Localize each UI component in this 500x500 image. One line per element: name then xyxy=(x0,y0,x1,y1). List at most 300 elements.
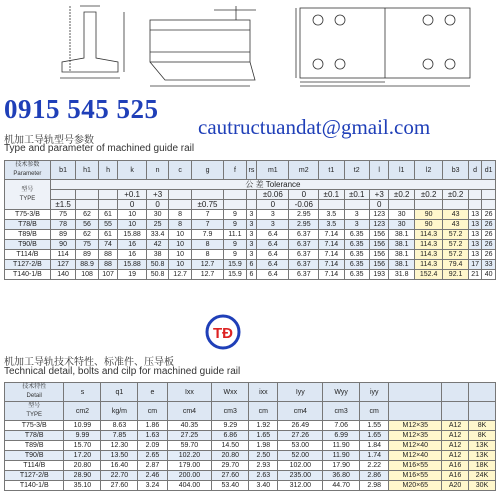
table-cell: 44.70 xyxy=(323,481,360,491)
tolerance-value: 0 xyxy=(146,200,169,210)
table-row xyxy=(5,451,496,461)
table-cell: M20×65 xyxy=(389,481,442,491)
column-header: t2 xyxy=(344,161,369,180)
tolerance-value xyxy=(98,190,118,200)
table-cell: 30K xyxy=(469,481,496,491)
table-row xyxy=(5,431,496,441)
tolerance-value xyxy=(98,200,118,210)
table-cell: 30 xyxy=(389,210,414,220)
detail-label-cn: 技术特性 xyxy=(22,384,47,390)
table-cell: 75 xyxy=(76,240,99,250)
table-cell: 3 xyxy=(246,230,257,240)
table-cell: 10 xyxy=(169,260,192,270)
table-cell: 21 xyxy=(468,270,482,280)
table-cell: 7.14 xyxy=(319,250,344,260)
tolerance-value xyxy=(389,200,414,210)
rail-type-cell: T75-3/B xyxy=(5,421,64,431)
table-cell: 1.65 xyxy=(249,431,278,441)
table-cell: 90 xyxy=(414,210,443,220)
table-cell: 14.50 xyxy=(212,441,249,451)
table-cell: 30 xyxy=(146,210,169,220)
table-cell: 17.90 xyxy=(323,461,360,471)
tolerance-value: 0 xyxy=(369,200,389,210)
column-header: b1 xyxy=(50,161,75,180)
table-cell: 123 xyxy=(369,210,389,220)
rail-type-cell: T75-3/B xyxy=(5,210,51,220)
table-cell: 12.30 xyxy=(101,441,138,451)
table-cell: 10 xyxy=(169,240,192,250)
table-cell: 6.37 xyxy=(289,240,319,250)
tolerance-value xyxy=(50,190,75,200)
table-cell: A16 xyxy=(442,461,469,471)
table-cell: 43 xyxy=(443,210,468,220)
table-cell: 3.40 xyxy=(249,481,278,491)
column-header: m2 xyxy=(289,161,319,180)
table-cell: 17.20 xyxy=(64,451,101,461)
tolerance-value xyxy=(414,200,443,210)
table-cell: 33.4 xyxy=(146,230,169,240)
unit-cell xyxy=(442,402,469,421)
table-cell: M12×35 xyxy=(389,431,442,441)
table-cell: 9 xyxy=(224,240,247,250)
column-header: ixx xyxy=(249,383,278,402)
table-cell: 79.4 xyxy=(443,260,468,270)
table-cell: 40.35 xyxy=(167,421,212,431)
tolerance-value xyxy=(482,190,496,200)
table-row xyxy=(5,421,496,431)
table-cell: 2.87 xyxy=(138,461,167,471)
table-cell: 16.40 xyxy=(101,461,138,471)
table-cell: 50.8 xyxy=(146,260,169,270)
param-label xyxy=(5,161,51,180)
table-cell: 10 xyxy=(118,220,147,230)
table-cell: 88.9 xyxy=(76,260,99,270)
table-cell: 2.09 xyxy=(138,441,167,451)
table-cell: 2.86 xyxy=(360,471,389,481)
tolerance-value xyxy=(482,200,496,210)
section1-title-cn: 机加工导轨型号参数 xyxy=(4,135,94,146)
tolerance-value xyxy=(319,200,344,210)
table-cell: 8K xyxy=(469,421,496,431)
column-header: Ixx xyxy=(167,383,212,402)
column-header: h1 xyxy=(76,161,99,180)
table-cell: 6 xyxy=(246,260,257,270)
column-header: n xyxy=(146,161,169,180)
tolerance-value xyxy=(224,200,247,210)
table-cell: 3 xyxy=(246,240,257,250)
column-header: h xyxy=(98,161,118,180)
table-cell: 114.3 xyxy=(414,230,443,240)
table-cell: 12.7 xyxy=(169,270,192,280)
type-label-cn: 型号 xyxy=(21,186,34,193)
logo-text: TĐ xyxy=(213,325,233,342)
table-cell: 156 xyxy=(369,250,389,260)
table-cell: 1.74 xyxy=(360,451,389,461)
table-cell: 27.26 xyxy=(278,431,323,441)
table-cell: 6.37 xyxy=(289,250,319,260)
section1-title-en: Type and parameter of machined guide rail xyxy=(4,143,195,154)
table-cell: 10 xyxy=(169,250,192,260)
table-cell: 31.8 xyxy=(389,270,414,280)
table-cell: 9.29 xyxy=(212,421,249,431)
table-cell: 38.1 xyxy=(389,260,414,270)
column-header: rs xyxy=(246,161,257,180)
unit-cell: cm xyxy=(360,402,389,421)
tolerance-label: 公 差 Tolerance xyxy=(50,180,495,190)
table-cell: 1.63 xyxy=(138,431,167,441)
table-cell: 6.4 xyxy=(257,230,289,240)
tolerance-value: ±0.2 xyxy=(414,190,443,200)
table-cell: 102.20 xyxy=(167,451,212,461)
type-label-en: TYPE xyxy=(19,195,36,202)
tolerance-value: +0.1 xyxy=(118,190,147,200)
unit-cell: cm4 xyxy=(167,402,212,421)
table-cell: 1.92 xyxy=(249,421,278,431)
tolerance-value xyxy=(191,190,223,200)
table-cell: 2.46 xyxy=(138,471,167,481)
unit-cell: cm2 xyxy=(64,402,101,421)
table-cell: 114.3 xyxy=(414,250,443,260)
table-cell: 114.3 xyxy=(414,260,443,270)
column-header xyxy=(469,383,496,402)
rail-type-cell: T127-2/B xyxy=(5,260,51,270)
table-cell: 90 xyxy=(414,220,443,230)
table-cell: 7.06 xyxy=(323,421,360,431)
table-cell: 26 xyxy=(482,210,496,220)
table-cell: 16 xyxy=(118,250,147,260)
tolerance-value xyxy=(344,200,369,210)
table-cell: 6.4 xyxy=(257,260,289,270)
table-cell: M12×40 xyxy=(389,441,442,451)
table-cell: 35.10 xyxy=(64,481,101,491)
table-cell: 55 xyxy=(98,220,118,230)
table-cell: 13.50 xyxy=(101,451,138,461)
table-cell: 61 xyxy=(98,210,118,220)
rail-type-cell: T78/B xyxy=(5,220,51,230)
table-cell: 6.37 xyxy=(289,260,319,270)
param-label-cn: 技术参数 xyxy=(15,162,40,168)
table-cell: M12×40 xyxy=(389,451,442,461)
column-header: c xyxy=(169,161,192,180)
table-cell: 78 xyxy=(50,220,75,230)
column-header: e xyxy=(138,383,167,402)
table-cell: M16×55 xyxy=(389,461,442,471)
table-cell: 38.1 xyxy=(389,250,414,260)
rail-type-cell: T90/B xyxy=(5,240,51,250)
tolerance-value xyxy=(443,200,468,210)
tolerance-value: +3 xyxy=(146,190,169,200)
table-cell: 10 xyxy=(169,230,192,240)
table-cell: 3 xyxy=(257,210,289,220)
section2-title-cn: 机加工导轨技术特性、标准件、压导板 xyxy=(4,357,174,368)
table-cell: 6.99 xyxy=(323,431,360,441)
table-cell: 15.9 xyxy=(224,260,247,270)
unit-cell: cm3 xyxy=(212,402,249,421)
table-cell: 3 xyxy=(246,210,257,220)
column-header: g xyxy=(191,161,223,180)
table-cell: 40 xyxy=(482,270,496,280)
table-cell: 90 xyxy=(50,240,75,250)
table-row xyxy=(5,250,496,260)
table-cell: 1.86 xyxy=(138,421,167,431)
tolerance-value xyxy=(224,190,247,200)
tolerance-value: ±0.1 xyxy=(344,190,369,200)
table-cell: 6.4 xyxy=(257,250,289,260)
guide-rail-drawings xyxy=(0,0,500,92)
tolerance-value xyxy=(468,200,482,210)
table-cell: 28.90 xyxy=(64,471,101,481)
table-cell: 179.00 xyxy=(167,461,212,471)
rail-type-cell: T89/B xyxy=(5,230,51,240)
table-cell: 57.2 xyxy=(443,230,468,240)
table-cell: 10 xyxy=(118,210,147,220)
table-cell: 38.1 xyxy=(389,230,414,240)
rail-cross-section xyxy=(60,6,124,78)
table-cell: 12.7 xyxy=(191,260,223,270)
table-row xyxy=(5,270,496,280)
table-cell: 92.1 xyxy=(443,270,468,280)
table-cell: 53.40 xyxy=(212,481,249,491)
table-cell: 3 xyxy=(246,250,257,260)
tolerance-value: -0.06 xyxy=(289,200,319,210)
table-cell: 18K xyxy=(469,461,496,471)
table-cell: 6 xyxy=(246,270,257,280)
table-cell: 11.1 xyxy=(224,230,247,240)
table-cell: 2.95 xyxy=(289,220,319,230)
table-cell: 13 xyxy=(468,210,482,220)
table-cell: 3 xyxy=(257,220,289,230)
table-cell: 19 xyxy=(118,270,147,280)
tolerance-row xyxy=(5,180,496,190)
fishplate-view xyxy=(296,8,470,86)
table-cell: 89 xyxy=(76,250,99,260)
table-cell: A12 xyxy=(442,441,469,451)
table-cell: 7.14 xyxy=(319,240,344,250)
table-cell: 38.1 xyxy=(389,240,414,250)
table-cell: 114.3 xyxy=(414,240,443,250)
table-cell: 13 xyxy=(468,230,482,240)
table-cell: 3 xyxy=(344,220,369,230)
tolerance-value xyxy=(246,190,257,200)
table-cell: 53.00 xyxy=(278,441,323,451)
table-cell: 3 xyxy=(246,220,257,230)
table-cell: 89 xyxy=(50,230,75,240)
tolerance-value: ±0.1 xyxy=(319,190,344,200)
table-cell: 13 xyxy=(468,250,482,260)
table-cell: 108 xyxy=(76,270,99,280)
table-cell: 25 xyxy=(146,220,169,230)
unit-cell: kg/m xyxy=(101,402,138,421)
table-cell: 57.2 xyxy=(443,240,468,250)
table-cell: A12 xyxy=(442,421,469,431)
tolerance-values-row xyxy=(5,200,496,210)
rail-type-cell: T90/B xyxy=(5,451,64,461)
table-cell: 13K xyxy=(469,441,496,451)
table-cell: 20.80 xyxy=(212,451,249,461)
tolerance-value: +3 xyxy=(369,190,389,200)
table-cell: 7.9 xyxy=(191,230,223,240)
unit-cell xyxy=(469,402,496,421)
type-label-en: TYPE xyxy=(26,412,43,418)
table-cell: 2.65 xyxy=(138,451,167,461)
table-cell: 33 xyxy=(482,260,496,270)
unit-cell: cm xyxy=(138,402,167,421)
tolerance-value: ±0.2 xyxy=(443,190,468,200)
detail-label-en: Detail xyxy=(26,393,42,399)
table-cell: 74 xyxy=(98,240,118,250)
column-header: k xyxy=(118,161,147,180)
table-cell: A12 xyxy=(442,451,469,461)
table-cell: 6.35 xyxy=(344,240,369,250)
table-cell: 24K xyxy=(469,471,496,481)
table-cell: 2.50 xyxy=(249,451,278,461)
table-cell: 15.70 xyxy=(64,441,101,451)
table-cell: 2.63 xyxy=(249,471,278,481)
table-cell: 56 xyxy=(76,220,99,230)
table-cell: 9 xyxy=(224,210,247,220)
unit-cell: cm4 xyxy=(278,402,323,421)
table-cell: 16 xyxy=(118,240,147,250)
tolerance-value: ±0.06 xyxy=(257,190,289,200)
table-cell: 123 xyxy=(369,220,389,230)
table-cell: 26.49 xyxy=(278,421,323,431)
table-cell: 152.4 xyxy=(414,270,443,280)
tolerance-value xyxy=(468,190,482,200)
table-cell: A20 xyxy=(442,481,469,491)
table-cell: 62 xyxy=(76,210,99,220)
table-cell: 20.80 xyxy=(64,461,101,471)
table-cell: 2.98 xyxy=(360,481,389,491)
table-cell: 11.90 xyxy=(323,451,360,461)
table-row xyxy=(5,481,496,491)
unit-cell xyxy=(389,402,442,421)
param-label-en: Parameter xyxy=(13,171,42,177)
tolerance-value: 0 xyxy=(257,200,289,210)
table-cell: 3.5 xyxy=(319,220,344,230)
table-cell: 1.55 xyxy=(360,421,389,431)
table-cell: 8 xyxy=(169,220,192,230)
tolerance-value: ±0.2 xyxy=(389,190,414,200)
table-row xyxy=(5,441,496,451)
table-cell: 15.88 xyxy=(118,260,147,270)
table-cell: 235.00 xyxy=(278,471,323,481)
table-cell: 42 xyxy=(146,240,169,250)
table-row xyxy=(5,210,496,220)
table-cell: 13 xyxy=(468,240,482,250)
table-cell: 30 xyxy=(389,220,414,230)
column-header: l2 xyxy=(414,161,443,180)
type-label xyxy=(5,180,51,210)
table-cell: 26 xyxy=(482,220,496,230)
column-header: q1 xyxy=(101,383,138,402)
table-cell: 7 xyxy=(191,210,223,220)
table-cell: 38 xyxy=(146,250,169,260)
table-cell: 6.4 xyxy=(257,240,289,250)
rail-type-cell: T78/B xyxy=(5,431,64,441)
column-header xyxy=(389,383,442,402)
table-row xyxy=(5,471,496,481)
table-cell: 6.35 xyxy=(344,250,369,260)
column-header: f xyxy=(224,161,247,180)
table-cell: 36.80 xyxy=(323,471,360,481)
table-cell: 13 xyxy=(468,220,482,230)
tolerance-value xyxy=(76,190,99,200)
table-cell: 11.90 xyxy=(323,441,360,451)
table-cell: 2.93 xyxy=(249,461,278,471)
table-cell: M16×55 xyxy=(389,471,442,481)
table-cell: 75 xyxy=(50,210,75,220)
table-cell: 1.98 xyxy=(249,441,278,451)
table-cell: 3.24 xyxy=(138,481,167,491)
table-cell: 8 xyxy=(191,250,223,260)
phone-number: 0915 545 525 xyxy=(4,94,159,124)
table-cell: 6.35 xyxy=(344,270,369,280)
table-cell: 200.00 xyxy=(167,471,212,481)
table-cell: 57.2 xyxy=(443,250,468,260)
table-cell: 59.70 xyxy=(167,441,212,451)
table-cell: 127 xyxy=(50,260,75,270)
table-cell: 7.14 xyxy=(319,270,344,280)
rail-parameter-table xyxy=(4,160,496,280)
rail-type-cell: T127-2/B xyxy=(5,471,64,481)
column-header: m1 xyxy=(257,161,289,180)
table-cell: 6.37 xyxy=(289,230,319,240)
table-cell: 26 xyxy=(482,230,496,240)
table-cell: 3.5 xyxy=(319,210,344,220)
table-cell: A16 xyxy=(442,471,469,481)
table-cell: 156 xyxy=(369,230,389,240)
table-cell: 156 xyxy=(369,240,389,250)
column-header: d1 xyxy=(482,161,496,180)
column-header: Wyy xyxy=(323,383,360,402)
table-cell: 9 xyxy=(224,220,247,230)
table-cell: 7.14 xyxy=(319,260,344,270)
rail-type-cell: T114/B xyxy=(5,250,51,260)
detail-label xyxy=(5,383,64,402)
table-cell: 6.35 xyxy=(344,260,369,270)
column-header: l1 xyxy=(389,161,414,180)
tolerance-value: 0 xyxy=(289,190,319,200)
table-cell: 15.88 xyxy=(118,230,147,240)
column-header: s xyxy=(64,383,101,402)
table-cell: 114 xyxy=(50,250,75,260)
table-cell: 17 xyxy=(468,260,482,270)
rail-side-view xyxy=(150,6,256,86)
table2-header-row xyxy=(5,383,496,402)
unit-cell: cm3 xyxy=(323,402,360,421)
column-header xyxy=(442,383,469,402)
table-row xyxy=(5,220,496,230)
tolerance-values-row xyxy=(5,190,496,200)
tolerance-value xyxy=(246,200,257,210)
table-cell: 2.95 xyxy=(289,210,319,220)
table-cell: 8.63 xyxy=(101,421,138,431)
table-cell: 26 xyxy=(482,250,496,260)
table-cell: M12×35 xyxy=(389,421,442,431)
table-cell: 61 xyxy=(98,230,118,240)
table-cell: 52.00 xyxy=(278,451,323,461)
table-cell: 10.99 xyxy=(64,421,101,431)
table-cell: 27.60 xyxy=(101,481,138,491)
table-cell: 156 xyxy=(369,260,389,270)
table-cell: 43 xyxy=(443,220,468,230)
table-cell: 7.85 xyxy=(101,431,138,441)
table-row xyxy=(5,260,496,270)
table-cell: 26 xyxy=(482,240,496,250)
table-cell: 102.00 xyxy=(278,461,323,471)
table-cell: 29.70 xyxy=(212,461,249,471)
table-cell: 12.7 xyxy=(191,270,223,280)
